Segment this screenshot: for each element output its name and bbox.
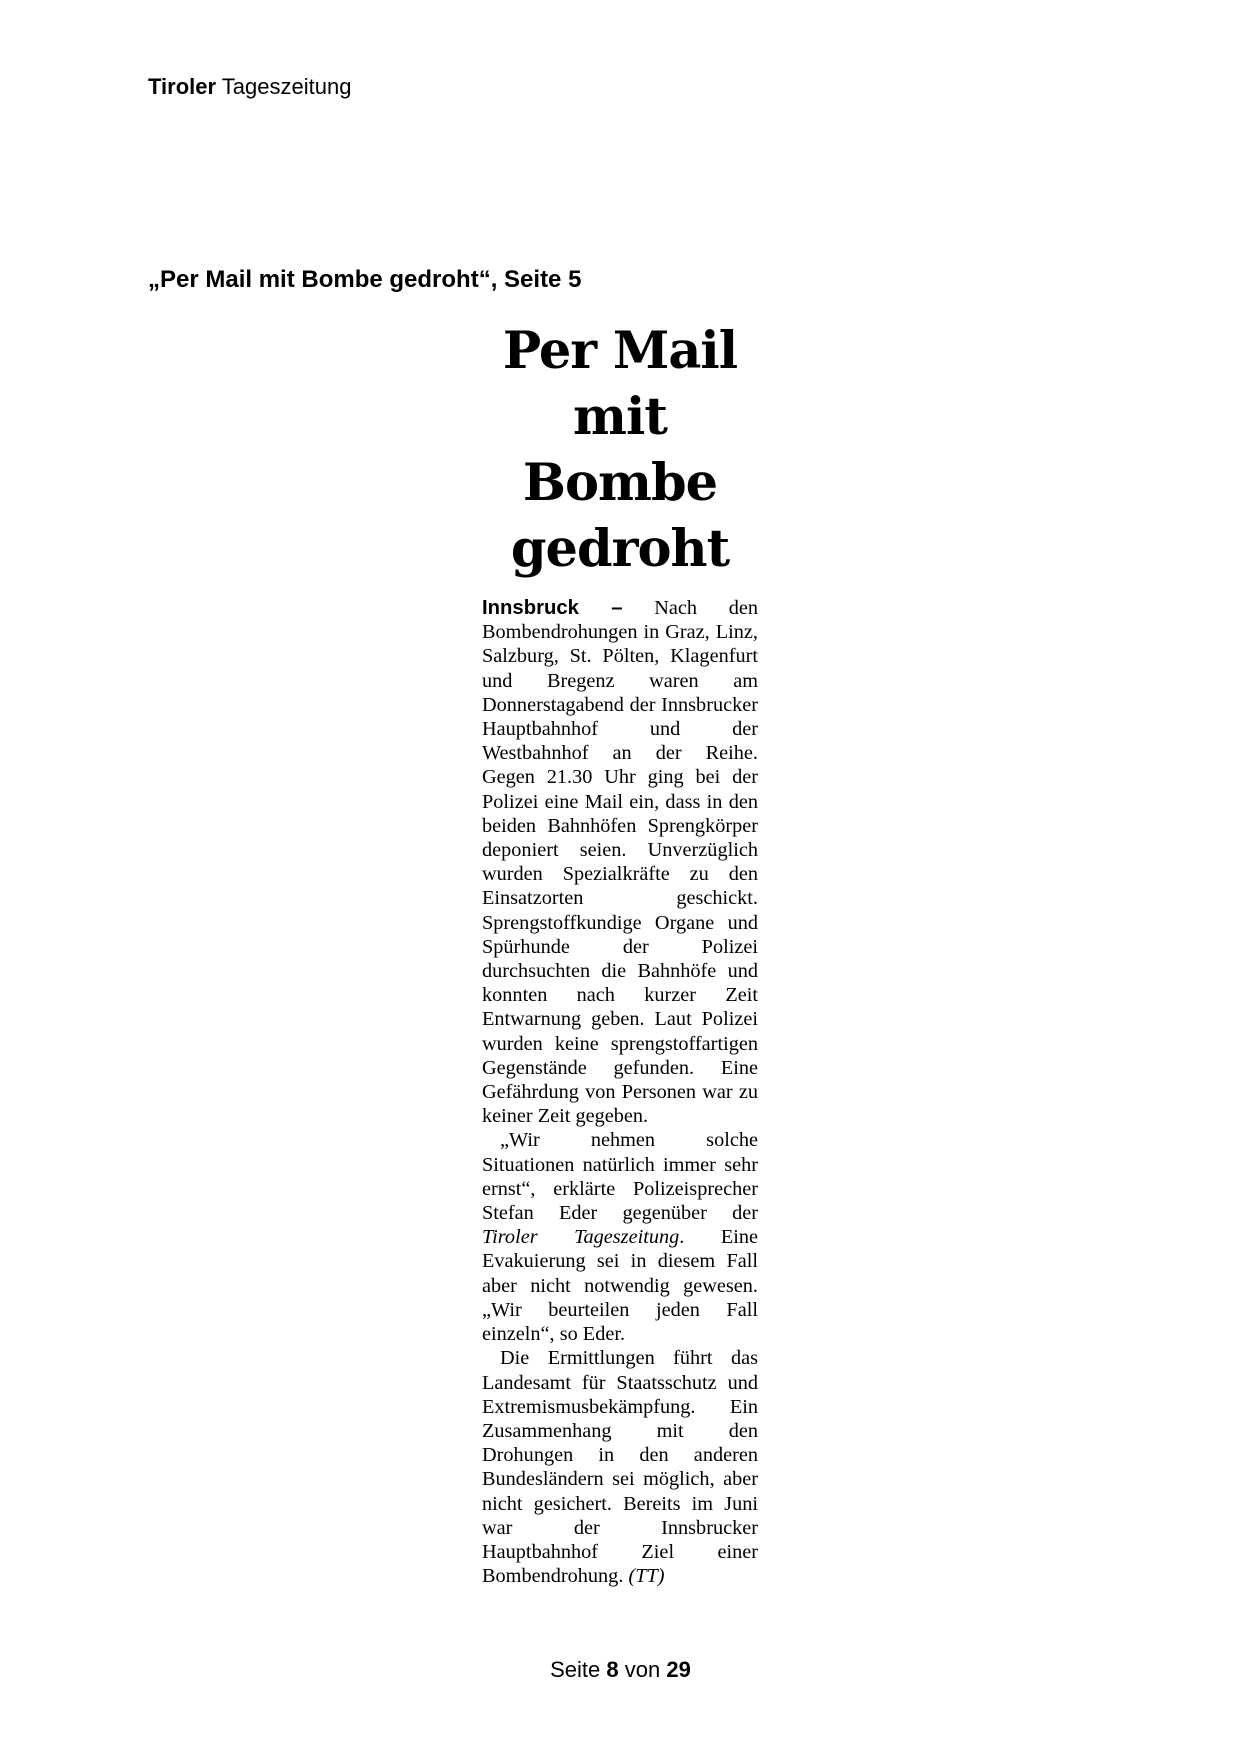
paragraph-text: Nach den Bombendrohungen in Graz, Linz, Salzburg, St. Pölten, Klagenfurt und Bregenz waren am Donnerstagabend der Innsbrucker Hauptbahnhof und der Westbahnhof an der Reihe. Gegen 21.30 Uhr ging bei der Polizei eine Mail ein, dass in den beiden Bahnhöfen Sprengkörper deponiert seien. Unverzüglich wurden Spezialkräfte zu den Einsatzorten geschickt. Sprengstoffkundige Organe und Spürhunde der Polizei durchsuchten die Bahnhöfe und konnten nach kurzer Zeit Entwarnung geben. Laut Polizei wurden keine sprengstoffartigen Gegenstände gefunden. Eine Gefährdung von Personen war zu keiner Zeit gegeben.	[482, 597, 758, 1128]
publication-name-rest: Tageszeitung	[221, 74, 352, 99]
clipping-title: „Per Mail mit Bombe gedroht“, Seite 5	[148, 266, 582, 293]
article-paragraph-1	[482, 596, 758, 1128]
newspaper-name: Tiroler Tageszeitung	[482, 1226, 680, 1249]
publication-name-bold: Tiroler	[148, 74, 217, 99]
article-paragraph-2	[482, 1128, 758, 1346]
dateline: Innsbruck –	[482, 597, 623, 619]
current-page-number: 8	[606, 1657, 619, 1682]
page-footer	[0, 1657, 1241, 1683]
article-headline	[482, 318, 758, 582]
footer-middle: von	[624, 1657, 661, 1682]
paragraph-text: Die Ermittlungen führt das Landesamt für Staatsschutz und Extremismusbekämpfung. Ein Zusammenhang mit den Drohungen in den anderen Bundesländern sei möglich, aber nicht gesichert. Bereits im Juni war der Innsbrucker Hauptbahnhof Ziel einer Bombendrohung.	[482, 1347, 758, 1588]
headline-line: Per Mail	[502, 321, 738, 381]
article-clipping	[482, 318, 758, 1588]
headline-line: mit Bombe	[522, 387, 718, 513]
paragraph-text: „Wir nehmen solche Situationen natürlich immer sehr ernst“, erklärte Polizeisprecher Stefan Eder gegenüber der	[482, 1129, 758, 1225]
author-credit: (TT)	[628, 1565, 665, 1588]
paragraph-text: . Eine Evakuierung sei in diesem Fall aber nicht notwendig gewesen. „Wir beurteilen jeden Fall einzeln“, so Eder.	[482, 1226, 759, 1346]
publication-header	[148, 74, 351, 100]
headline-line: gedroht	[510, 519, 730, 579]
footer-prefix: Seite	[550, 1657, 601, 1682]
article-paragraph-3	[482, 1346, 758, 1588]
total-pages: 29	[666, 1657, 691, 1682]
